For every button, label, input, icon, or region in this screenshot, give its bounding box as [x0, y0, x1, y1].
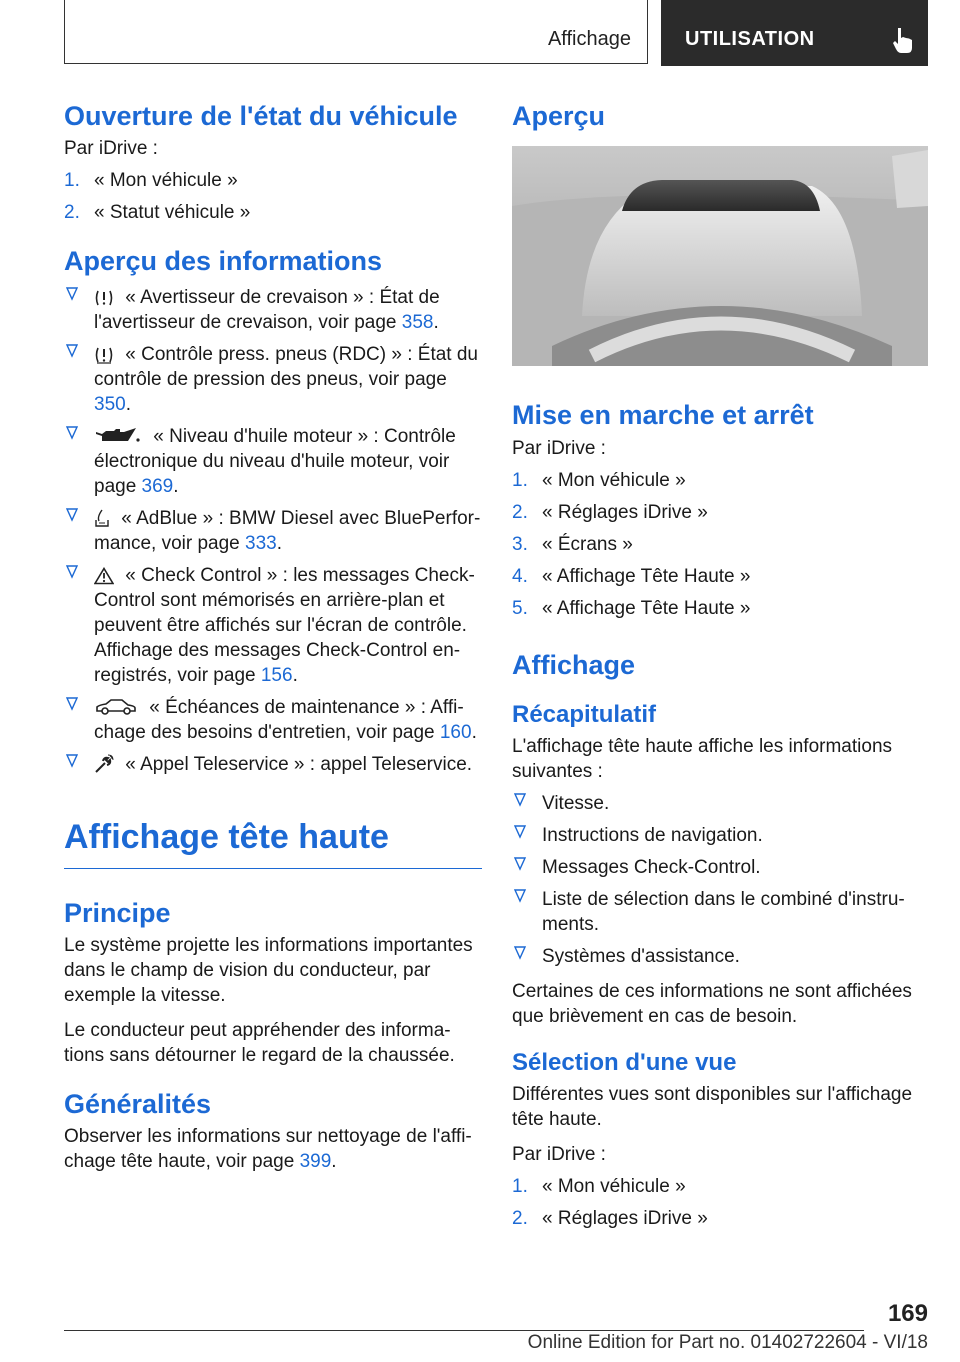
paragraph: Par iDrive : [512, 1143, 606, 1165]
list-item: Vitesse. [512, 791, 930, 816]
head-up-display-photo [512, 146, 928, 366]
list-item: 5. « Affichage Tête Haute » [512, 597, 751, 619]
right-column [512, 100, 930, 1231]
paragraph: L'affichage tête haute affiche les informations suivantes : [512, 735, 893, 782]
list-item: « Appel Teleservice » : appel Teleservice. [64, 752, 482, 777]
service-car-icon [94, 697, 138, 717]
list-item: « AdBlue » : BMW Diesel avec BluePerformance, voir page 333. [64, 506, 482, 556]
paragraph: Certaines de ces informations ne sont affichées que brièvement en cas de besoin. [512, 980, 912, 1027]
section-title: Affichage [547, 28, 631, 50]
page-header [64, 0, 928, 66]
page-link[interactable]: 369 [141, 475, 174, 497]
page-link[interactable]: 399 [299, 1151, 332, 1173]
bullet-triangle-icon [66, 697, 78, 711]
step-number: 3. [512, 533, 528, 555]
bullet-triangle-icon [514, 889, 526, 903]
step-number: 2. [64, 202, 80, 224]
chapter-tab [661, 0, 928, 66]
paragraph: Par iDrive : [512, 437, 606, 459]
footer-rule [64, 1330, 864, 1331]
section-heading-affichage-tete-haute: Affichage tête haute [64, 817, 389, 856]
paragraph: Le conducteur peut appréhender des informations sans détourner le regard de la chaussée. [64, 1019, 455, 1066]
teleservice-icon [94, 754, 114, 774]
section-heading-apercu-informations: Aperçu des informations [64, 246, 383, 277]
step-number: 1. [512, 469, 528, 491]
page-number: 169 [887, 1300, 928, 1327]
paragraph: Observer les informations sur nettoyage de l'affichage tête haute, voir page 399. [64, 1126, 472, 1173]
subsection-heading-recapitulatif: Récapitulatif [512, 701, 657, 729]
bullet-list [512, 791, 930, 969]
step-number: 5. [512, 597, 528, 619]
oil-can-icon [94, 426, 142, 446]
tire-warning-icon [94, 289, 114, 307]
section-heading-apercu: Aperçu [512, 101, 606, 131]
subsection-heading-principe: Principe [64, 897, 171, 928]
page-link[interactable]: 160 [439, 721, 472, 743]
warning-triangle-icon [94, 567, 114, 585]
page-link[interactable]: 358 [401, 311, 434, 333]
list-item: 1. « Mon véhicule » [64, 170, 238, 192]
steps-list [512, 468, 930, 621]
list-item: « Avertisseur de crevaison » : État de l'avertisseur de crevaison, voir page 358. [64, 285, 482, 335]
left-column [64, 100, 482, 1174]
step-number: 1. [512, 1175, 528, 1197]
chapter-title: UTILISATION [685, 28, 815, 50]
list-item: « Échéances de maintenance » : Affichage des besoins d'entretien, voir page 160. [64, 695, 482, 745]
paragraph: Par iDrive : [64, 138, 158, 160]
list-item: Instructions de navigation. [512, 823, 930, 848]
bullet-triangle-icon [66, 344, 78, 358]
list-item: « Niveau d'huile moteur » : Contrôle électronique du niveau d'huile moteur, voir page 369. [64, 424, 482, 499]
list-item: 2. « Réglages iDrive » [512, 501, 708, 523]
step-number: 2. [512, 1207, 528, 1229]
bullet-triangle-icon [66, 287, 78, 301]
section-heading-mise-en-marche: Mise en marche et arrêt [512, 400, 814, 431]
list-item: 2. « Réglages iDrive » [512, 1207, 708, 1229]
list-item: 1. « Mon véhicule » [512, 469, 686, 491]
heading-rule [64, 868, 482, 869]
list-item: Systèmes d'assistance. [512, 944, 930, 969]
step-number: 2. [512, 501, 528, 523]
page-link[interactable]: 156 [260, 664, 293, 686]
tire-pressure-icon [94, 346, 114, 364]
page-link[interactable]: 333 [245, 532, 277, 554]
list-item: Liste de sélection dans le combiné d'instruments. [512, 887, 930, 937]
bullet-triangle-icon [514, 793, 526, 807]
subsection-heading-generalites: Généralités [64, 1088, 212, 1119]
page-link[interactable]: 350 [94, 393, 126, 415]
bullet-triangle-icon [66, 426, 78, 440]
subsection-heading-selection-vue: Sélection d'une vue [512, 1048, 737, 1076]
step-number: 4. [512, 565, 528, 587]
bullet-triangle-icon [514, 857, 526, 871]
list-item: 2. « Statut véhicule » [64, 202, 251, 224]
step-number: 1. [64, 170, 80, 192]
section-tab [64, 0, 648, 64]
steps-list [512, 1174, 930, 1231]
list-item: « Check Control » : les messages Check-Control sont mémorisés en arrière-plan et peuvent être affichés sur l'écran de contrôle. Affichage des messages Check-Control enregistrés, voir page 156. [64, 563, 482, 688]
bullet-triangle-icon [66, 508, 78, 522]
list-item: Messages Check-Control. [512, 855, 930, 880]
list-item: 3. « Écrans » [512, 533, 633, 555]
steps-list [64, 168, 482, 225]
edition-text: Online Edition for Part no. 01402722604 - VI/18 [527, 1332, 928, 1353]
list-item: « Contrôle press. pneus (RDC) » : État du contrôle de pression des pneus, voir page 350. [64, 342, 482, 417]
list-item: 4. « Affichage Tête Haute » [512, 565, 751, 587]
section-heading-affichage: Affichage [512, 649, 636, 680]
list-item: 1. « Mon véhicule » [512, 1175, 686, 1197]
bullet-triangle-icon [514, 825, 526, 839]
bullet-triangle-icon [514, 946, 526, 960]
adblue-icon [94, 508, 110, 528]
bullet-triangle-icon [66, 565, 78, 579]
bullet-triangle-icon [66, 754, 78, 768]
info-list [64, 285, 482, 777]
paragraph: Différentes vues sont disponibles sur l'affichage tête haute. [512, 1083, 913, 1130]
paragraph: Le système projette les informations importantes dans le champ de vision du conducteur, par exemple la vitesse. [64, 934, 473, 1006]
section-heading-ouverture: Ouverture de l'état du véhicule [64, 101, 458, 131]
pointing-hand-icon [890, 26, 916, 54]
